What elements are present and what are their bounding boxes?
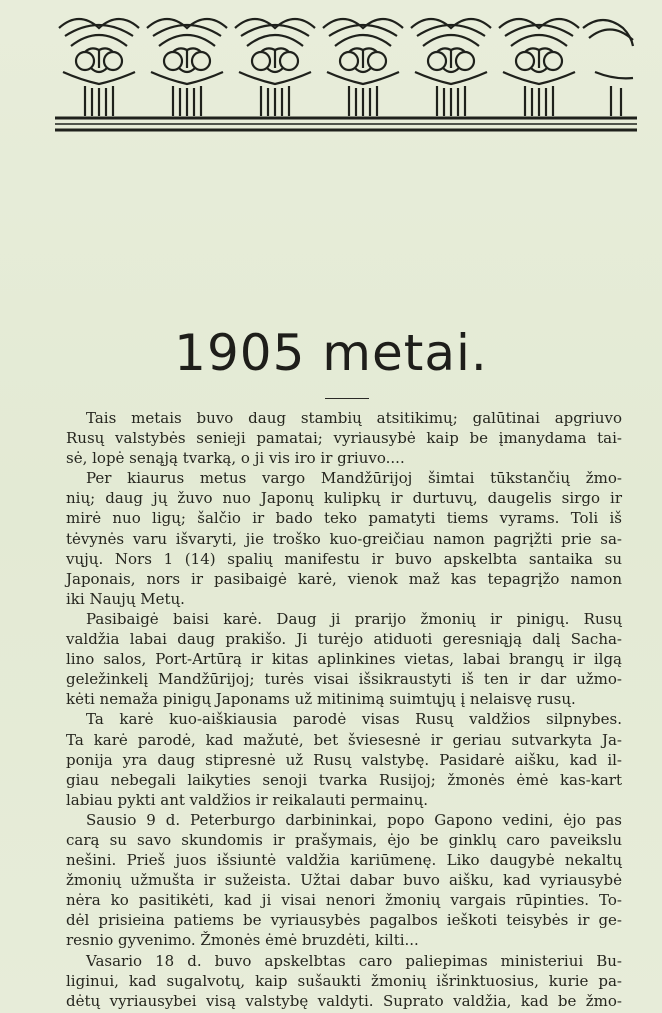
text-line: resnio gyvenimo. Žmonės ėmė bruzdėti, kilti... [66,931,419,950]
text-line: lino salos, Port-Artūrą ir kitas aplinkines vietas, labai brangų ir ilgą [66,650,622,669]
text-line: vųjų. Nors 1 (14) spalių manifestu ir buvo apskelbta santaika su [66,549,622,568]
text-line: dėtų vyriausybei visą valstybę valdyti. Suprato valdžia, kad be žmo- [66,991,622,1010]
page-title: 1905 metai. [174,324,488,382]
paragraph [66,468,622,609]
text-line: nešini. Prieš juos išsiuntė valdžia kariūmenę. Liko daugybė nekaltų [66,851,622,870]
text-line: Pasibaigė baisi karė. Daug ji prarijo žmonių ir pinigų. Rusų [86,609,622,628]
text-line: Sausio 9 d. Peterburgo darbininkai, popo Gapono vedini, ėjo pas [86,810,622,829]
text-line: tėvynės varu išvaryti, jie troško kuo-greičiau namon pagrįžti prie sa- [66,529,622,548]
text-line: sė, lopė senąją tvarką, o ji vis iro ir griuvo.... [66,449,405,468]
text-line: Vasario 18 d. buvo apskelbtas caro paliepimas ministeriui Bu- [86,951,622,970]
text-line: geležinkelį Mandžūrijoj; turės visai išsikraustyti iš ten ir dar užmo- [66,670,622,689]
title-divider [325,398,369,399]
article-body [66,408,622,1011]
text-line: kėti nemaža pinigų Japonams už mitinimą suimtųjų į nelaisvę rusų. [66,690,576,709]
text-line: nėra ko pasitikėti, kad ji visai nenori žmonių vargais rūpinties. To- [66,891,622,910]
paragraph [66,408,622,468]
text-line: ponija yra daug stipresnė už Rusų valstybę. Pasidarė aišku, kad il- [66,750,622,769]
text-line: labiau pykti ant valdžios ir reikalauti permainų. [66,790,428,809]
text-line: Per kiaurus metus vargo Mandžūrijoj šimtai tūkstančių žmo- [86,469,622,488]
text-line: nių; daug jų žuvo nuo Japonų kulipkų ir durtuvų, daugelis sirgo ir [66,489,622,508]
art-nouveau-ornament [55,6,637,134]
paragraph [66,951,622,1011]
text-line: iki Naujų Metų. [66,589,185,608]
text-line: valdžia labai daug prakišo. Ji turėjo atiduoti geresniąją dalį Sacha- [66,630,622,649]
text-line: dėl prisieina patiems be vyriausybės pagalbos ieškoti teisybės ir ge- [66,911,622,930]
text-line: Rusų valstybės senieji pamatai; vyriausybė kaip be įmanydama tai- [66,429,622,448]
text-line: carą su savo skundomis ir prašymais, ėjo be ginklų caro paveikslu [66,830,622,849]
text-line: Japonais, nors ir pasibaigė karė, vienok maž kas tepagrįžo namon [66,569,622,588]
text-line: mirė nuo ligų; šalčio ir bado teko pamatyti tiems vyrams. Toli iš [66,509,622,528]
text-line: giau nebegali laikyties senoji tvarka Rusijoj; žmonės ėmė kas-kart [66,770,622,789]
paragraph [66,709,622,809]
text-line: Tais metais buvo daug stambių atsitikimų; galūtinai apgriuvo [86,409,622,427]
text-line: Ta karė kuo-aiškiausia parodė visas Rusų valdžios silpnybes. [86,710,622,729]
paragraph [66,609,622,709]
paragraph [66,810,622,951]
text-line: žmonių užmušta ir sužeista. Užtai dabar buvo aišku, kad vyriausybė [66,871,622,890]
text-line: Ta karė parodė, kad mažutė, bet šviesesnė ir geriau sutvarkyta Ja- [66,730,622,749]
text-line: liginui, kad sugalvotų, kaip sušaukti žmonių išrinktuosius, kurie pa- [66,971,622,990]
